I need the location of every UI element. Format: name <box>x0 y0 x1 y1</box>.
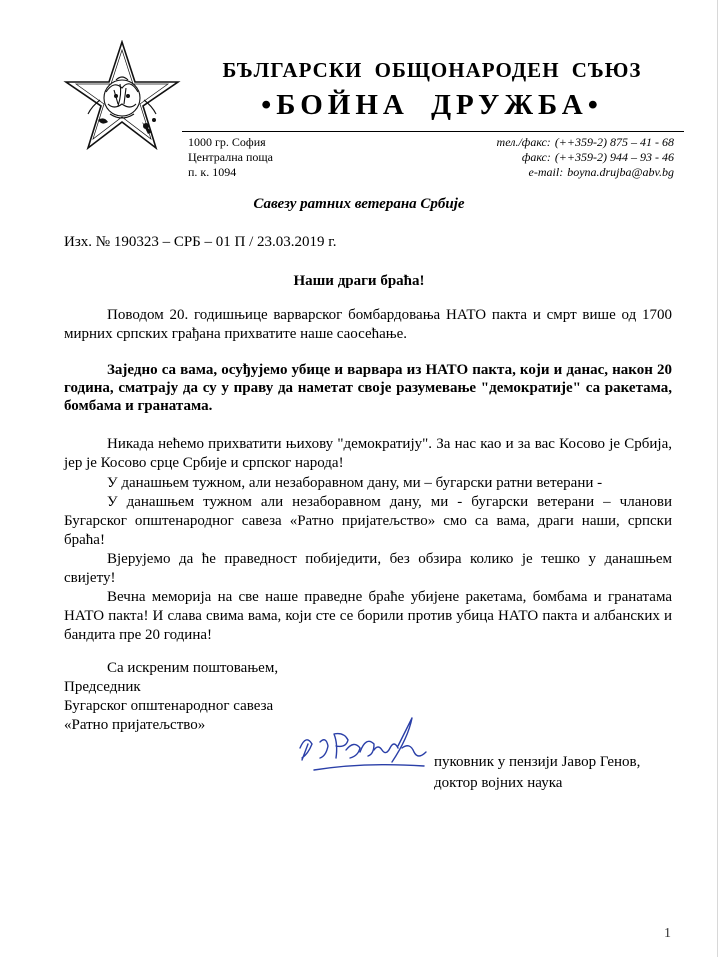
recipient-line: Савезу ратних ветерана Србије <box>253 196 465 212</box>
signer-block <box>434 752 640 794</box>
body-paragraph: У данашњем тужном, али незаборавном дану, ми – бугарски ратни ветерани - <box>107 475 603 491</box>
body-paragraph: Поводом 20. годишњице варварског бомбардовања НАТО пакта и смрт више од 1700 мирних српских грађана прихватите наше саосећање. <box>64 307 672 342</box>
contact-label: e-mail: <box>528 165 564 179</box>
contact-value: (++359-2) 944 – 93 - 46 <box>554 150 674 164</box>
handwritten-signature-icon <box>294 712 444 782</box>
address-line: 1000 гр. София <box>188 135 266 149</box>
email-link[interactable]: boyna.drujba@abv.bg <box>567 165 674 179</box>
letterhead-divider <box>182 131 684 132</box>
closing-line: Председник <box>64 679 141 695</box>
signer-name: пуковник у пензији Јавор Генов, <box>434 754 641 770</box>
body-paragraph: Вечна меморија на све наше праведне браће убијене ракетама, бомбама и гранатама НАТО пакта! И слава свима вама, који сте се борили против убица НАТО пакта и албанских и бандита пре 20 година! <box>64 589 672 643</box>
body-paragraph-bold: Заједно са вама, осуђујемо убице и варвара из НАТО пакта, који и данас, након 20 година, сматрају да су у праву да наметат своје разумевање "демократије" са ракетама, бомбама и гранатама. <box>64 362 672 414</box>
signer-title: доктор војних наука <box>434 775 563 791</box>
closing-line: Са искреним поштовањем, <box>107 660 279 676</box>
salutation: Наши драги браћа! <box>293 273 425 289</box>
contact-value: (++359-2) 875 – 41 - 68 <box>554 135 674 149</box>
body-paragraph: Никада нећемо прихватити њихову "демократију". За нас као и за вас Косово је Србија, јер је Косово срце Србије и српског народа! <box>64 436 672 471</box>
org-name: БЪЛГАРСКИ ОБЩОНАРОДЕН СЪЮЗ <box>222 58 642 82</box>
closing-line: «Ратно пријатељство» <box>64 717 206 733</box>
postal-address <box>188 135 273 180</box>
contact-label: тел./факс: <box>496 135 551 149</box>
contact-row <box>497 150 674 165</box>
address-line: Централна поща <box>188 150 273 164</box>
contact-info <box>497 135 674 180</box>
address-line: п. к. 1094 <box>188 165 237 179</box>
closing-block <box>64 659 278 735</box>
org-alias: •БОЙНА ДРУЖБА• <box>261 89 603 121</box>
body-paragraph: Вјерујемо да ће праведност побиједити, без обзира колико је тешко у данашњем свијету! <box>64 551 672 586</box>
contact-label: факс: <box>521 150 551 164</box>
star-emblem-icon <box>62 40 182 155</box>
contact-row <box>497 135 674 150</box>
reference-number: Изх. № 190323 – СРБ – 01 П / 23.03.2019 г. <box>64 234 337 250</box>
closing-line: Бугарског општенародног савеза <box>64 698 274 714</box>
contact-row <box>497 165 674 180</box>
page-number: 1 <box>664 926 671 941</box>
body-paragraph: У данашњем тужном али незаборавном дану, ми - бугарски ветерани – чланови Бугарског општенародног савеза «Ратно пријатељство» смо са вама, драги наши, српски браћа! <box>64 494 672 548</box>
